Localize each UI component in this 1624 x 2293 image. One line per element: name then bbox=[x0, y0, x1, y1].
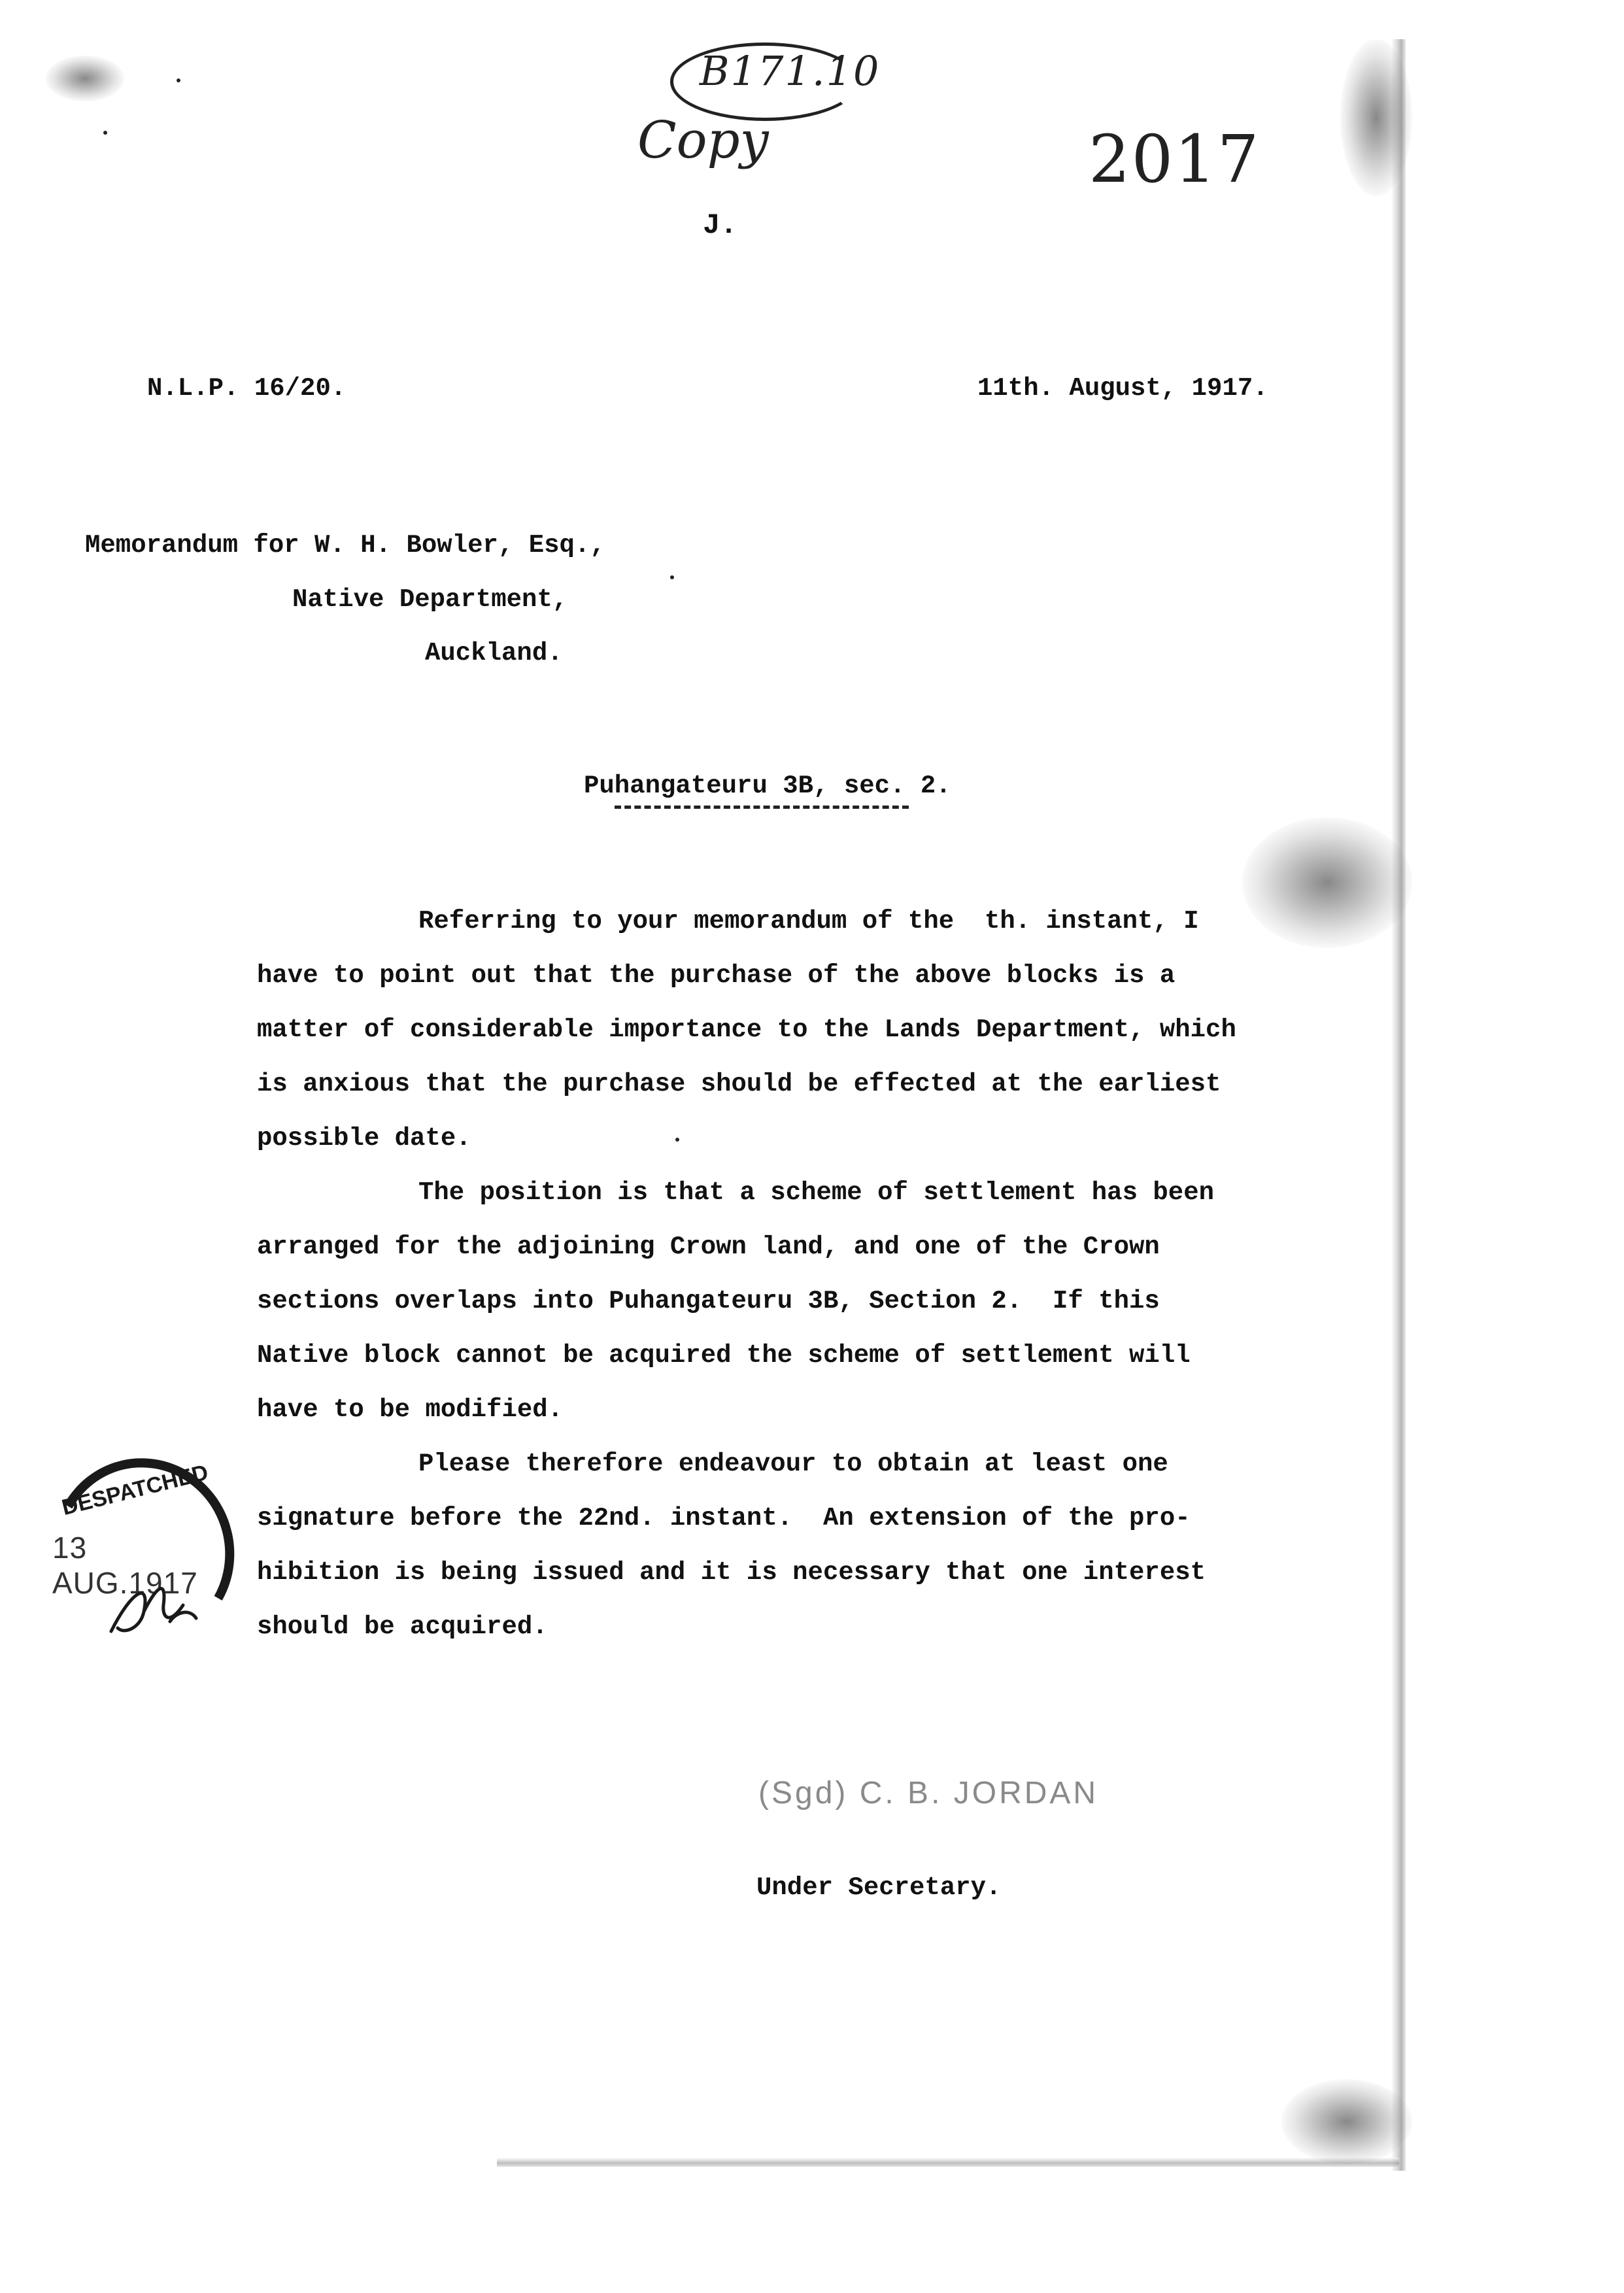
body-line: arranged for the adjoining Crown land, and one of the Crown bbox=[257, 1232, 1160, 1261]
scan-speck bbox=[670, 575, 674, 579]
signature-title: Under Secretary. bbox=[756, 1873, 1002, 1902]
body-line: sections overlaps into Puhangateuru 3B, Section 2. If this bbox=[257, 1287, 1160, 1316]
letter-date: 11th. August, 1917. bbox=[977, 374, 1268, 403]
body-line: The position is that a scheme of settlement has been bbox=[418, 1178, 1214, 1207]
scan-smudge-right-mid bbox=[1242, 817, 1412, 948]
body-line: Please therefore endeavour to obtain at least one bbox=[418, 1450, 1168, 1478]
document-number: 2017 bbox=[1089, 121, 1260, 197]
body-line: have to be modified. bbox=[257, 1395, 564, 1424]
scan-smudge-top-left bbox=[46, 56, 124, 101]
address-line-2: Native Department, bbox=[292, 585, 568, 614]
body-line: have to point out that the purchase of the above blocks is a bbox=[257, 961, 1176, 990]
body-line: possible date. bbox=[257, 1124, 471, 1153]
reference-number: B171.10 bbox=[700, 47, 881, 95]
scan-speck bbox=[103, 131, 107, 135]
copy-note: Copy bbox=[637, 111, 769, 170]
scan-speck bbox=[177, 78, 180, 82]
scan-smudge-bottom-right bbox=[1281, 2079, 1412, 2164]
body-line: Referring to your memorandum of the th. instant, I bbox=[418, 907, 1199, 936]
body-line: signature before the 22nd. instant. An extension of the pro- bbox=[257, 1504, 1191, 1533]
header-initial: J. bbox=[703, 209, 737, 242]
stamp-initials-mark bbox=[105, 1566, 203, 1644]
scan-speck bbox=[675, 1138, 679, 1142]
stamp-label: DESPATCHED bbox=[59, 1459, 211, 1521]
scan-edge-right bbox=[1391, 39, 1406, 2171]
scan-edge-bottom bbox=[497, 2158, 1399, 2167]
body-line: hibition is being issued and it is necessary that one interest bbox=[257, 1558, 1206, 1587]
body-line: Native block cannot be acquired the scheme of settlement will bbox=[257, 1341, 1191, 1370]
scan-smudge-top-right bbox=[1340, 39, 1412, 196]
body-line: should be acquired. bbox=[257, 1612, 548, 1641]
address-line-3: Auckland. bbox=[425, 639, 563, 668]
subject-underline bbox=[615, 806, 909, 809]
signature-name: (Sgd) C. B. JORDAN bbox=[758, 1776, 1099, 1810]
body-line: matter of considerable importance to the Lands Department, which bbox=[257, 1015, 1236, 1044]
despatched-stamp bbox=[39, 1452, 235, 1648]
body-line: is anxious that the purchase should be effected at the earliest bbox=[257, 1070, 1221, 1098]
address-line-1: Memorandum for W. H. Bowler, Esq., bbox=[85, 531, 605, 560]
file-reference: N.L.P. 16/20. bbox=[147, 374, 347, 403]
stamp-date: 13 AUG.1917 bbox=[52, 1531, 198, 1600]
subject-heading: Puhangateuru 3B, sec. 2. bbox=[584, 772, 951, 800]
